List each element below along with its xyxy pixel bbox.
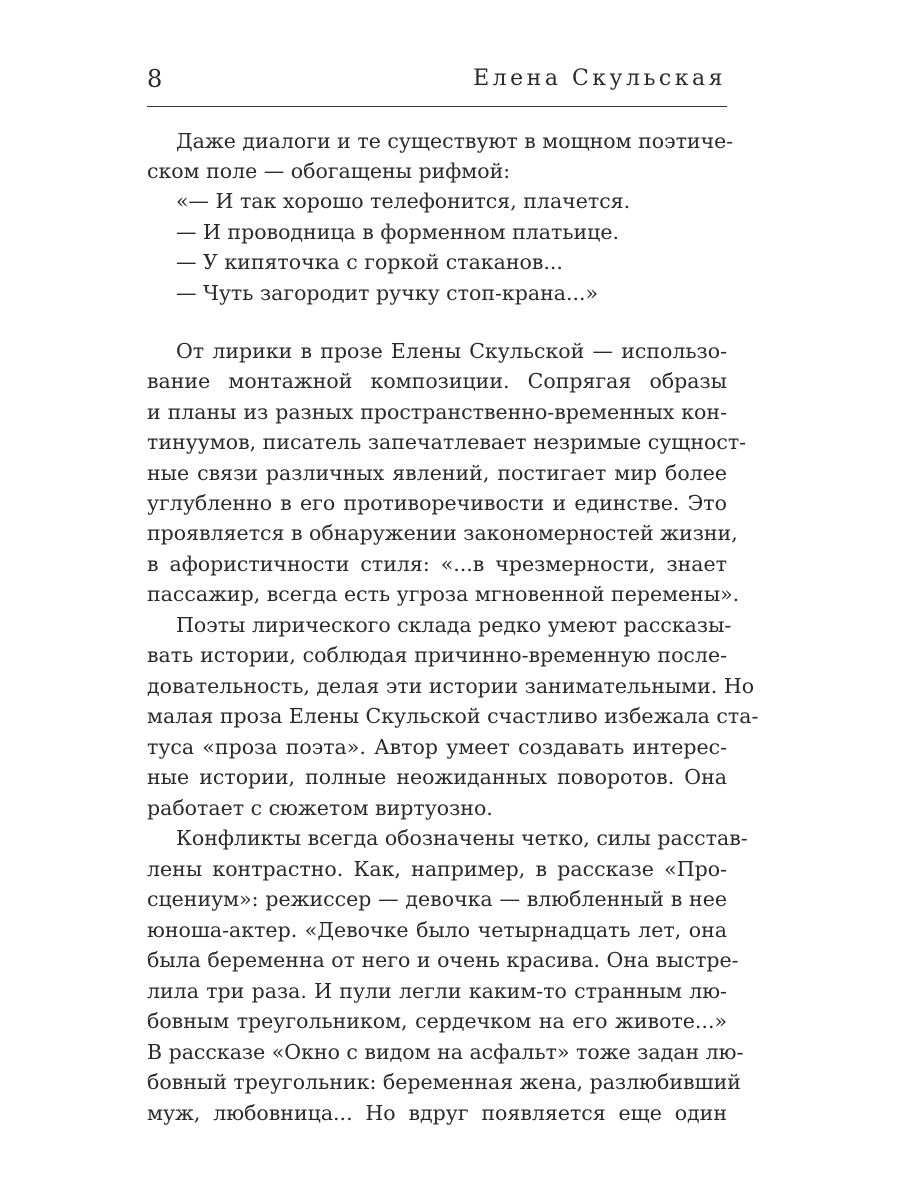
text-line: лены контрастно. Как, например, в рассказе «Про- xyxy=(147,857,727,881)
text-line: работает с сюжетом виртуозно. xyxy=(147,796,493,820)
text-line: сцениум»: режиссер — девочка — влюбленный в нее xyxy=(147,887,727,911)
text-line: пассажир, всегда есть угроза мгновенной перемены». xyxy=(147,582,740,606)
text-line: «— И так хорошо телефонится, плачется. xyxy=(176,189,631,213)
page-number: 8 xyxy=(147,65,163,93)
text-line: — И проводница в форменном платьице. xyxy=(176,220,619,244)
text-line: муж, любовница... Но вдруг появляется еще один xyxy=(147,1101,727,1125)
text-line: В рассказе «Окно с видом на асфальт» тоже задан лю- xyxy=(147,1040,744,1064)
text-line: бовный треугольник: беременная жена, разлюбивший xyxy=(147,1070,741,1094)
text-line: углубленно в его противоречивости и единстве. Это xyxy=(147,491,727,515)
text-line: ные связи различных явлений, постигает мир более xyxy=(147,461,727,485)
text-line: довательность, делая эти истории занимательными. Но xyxy=(147,674,755,698)
text-line: туса «проза поэта». Автор умеет создавать интерес- xyxy=(147,735,727,759)
text-line: лила три раза. И пули легли каким-то странным лю- xyxy=(147,979,727,1003)
text-line: в афористичности стиля: «...в чрезмерности, знает xyxy=(147,552,727,576)
text-line: Даже диалоги и те существуют в мощном поэтиче- xyxy=(176,129,734,153)
text-line: вание монтажной композиции. Сопрягая образы xyxy=(147,369,727,393)
text-line: ные истории, полные неожиданных поворотов. Она xyxy=(147,765,727,789)
running-head-author: Елена Скульская xyxy=(473,66,726,91)
text-line: Конфликты всегда обозначены четко, силы расстав- xyxy=(176,826,748,850)
text-line: тинуумов, писатель запечатлевает незримые сущност- xyxy=(147,430,747,454)
text-line: Поэты лирического склада редко умеют рассказы- xyxy=(176,613,732,637)
text-line: — У кипяточка с горкой стаканов... xyxy=(176,250,563,274)
text-line: От лирики в прозе Елены Скульской — использо- xyxy=(176,339,727,363)
text-line: проявляется в обнаружении закономерностей жизни, xyxy=(147,521,738,545)
text-line: вать истории, соблюдая причинно-временную после- xyxy=(147,643,727,667)
header-rule xyxy=(147,106,727,107)
text-line: ском поле — обогащены рифмой: xyxy=(147,159,511,183)
text-line: малая проза Елены Скульской счастливо избежала ста- xyxy=(147,704,759,728)
text-line: была беременна от него и очень красива. Она выстре- xyxy=(147,948,739,972)
text-line: бовным треугольником, сердечком на его животе...» xyxy=(147,1009,727,1033)
text-line: — Чуть загородит ручку стоп-крана...» xyxy=(176,281,599,305)
text-line: юноша-актер. «Девочке было четырнадцать лет, она xyxy=(147,918,727,942)
text-line: и планы из разных пространственно-временных кон- xyxy=(147,400,727,424)
